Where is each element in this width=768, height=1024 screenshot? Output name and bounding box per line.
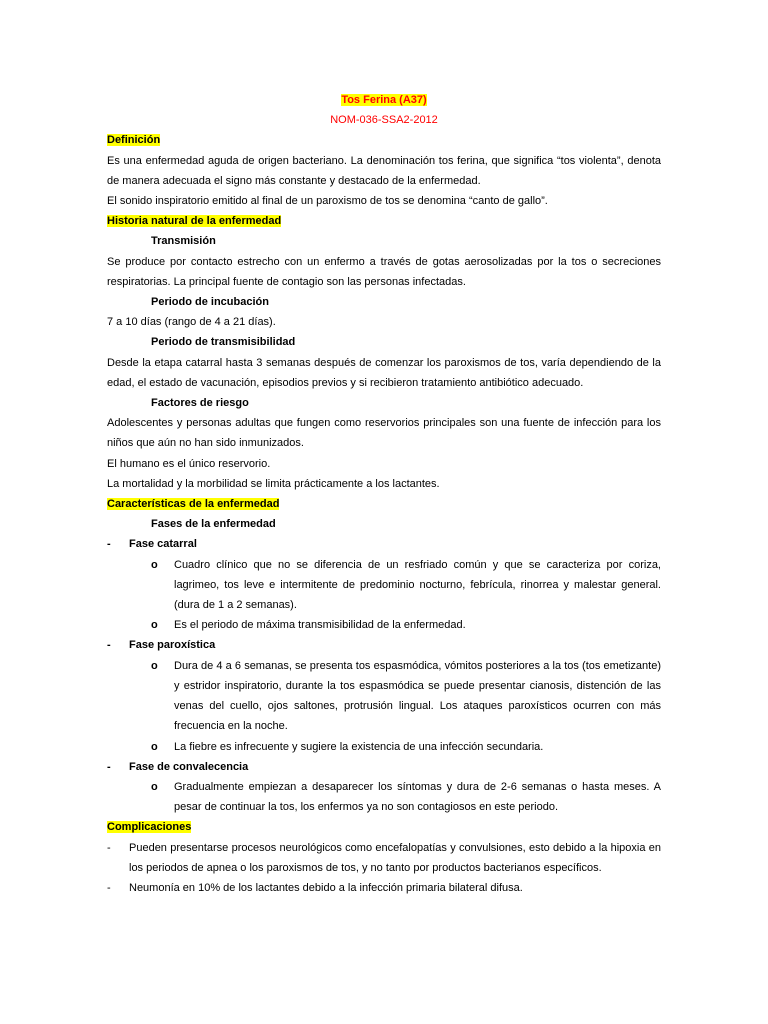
bullet-marker: o [151, 659, 158, 672]
list-item [107, 656, 661, 737]
dash-marker: - [107, 881, 111, 894]
dash-marker: - [107, 639, 111, 652]
bullet-marker: o [151, 619, 158, 632]
definicion-paragraph-1: Es una enfermedad aguda de origen bacteriano. La denominación tos ferina, que significa “tos violenta”, denota de manera adecuada el signo más constante y destacado de la enfermedad. [107, 154, 661, 187]
document-page [107, 90, 661, 898]
bullet-text: Cuadro clínico que no se diferencia de un resfriado común y que se caracteriza por coriza, lagrimeo, tos leve e intermitente de predominio nocturno, febrícula, rinorrea y malestar general. (dura de 1 a 2 semanas). [174, 558, 661, 612]
dash-marker: - [107, 538, 111, 551]
incubacion-paragraph: 7 a 10 días (rango de 4 a 21 días). [107, 316, 276, 329]
subheading-factores-riesgo: Factores de riesgo [151, 397, 249, 410]
phase-label: Fase paroxística [129, 639, 216, 652]
transmisibilidad-paragraph: Desde la etapa catarral hasta 3 semanas después de comenzar los paroxismos de tos, varía dependiendo de la edad, el estado de vacunación, episodios previos y si recibieron tratamiento antibiótico adecuado. [107, 356, 661, 389]
bullet-text: Gradualmente empiezan a desaparecer los síntomas y dura de 2-6 semanas o hasta meses. A pesar de continuar la tos, los enfermos ya no son contagiosos en este periodo. [174, 780, 661, 814]
subheading-transmisibilidad: Periodo de transmisibilidad [151, 336, 296, 349]
complication-text: Neumonía en 10% de los lactantes debido a la infección primaria bilateral difusa. [129, 881, 523, 894]
section-heading-caracteristicas: Características de la enfermedad [107, 498, 280, 511]
subheading-transmision: Transmisión [151, 235, 216, 248]
bullet-marker: o [151, 740, 158, 753]
bullet-marker: o [151, 558, 158, 571]
bullet-marker: o [151, 780, 158, 793]
transmision-paragraph: Se produce por contacto estrecho con un enfermo a través de gotas aerosolizadas por la tos o secreciones respiratorias. La principal fuente de contagio son las personas infectadas. [107, 255, 661, 288]
definicion-paragraph-2: El sonido inspiratorio emitido al final de un paroxismo de tos se denomina “canto de gallo”. [107, 195, 548, 208]
document-subtitle: NOM-036-SSA2-2012 [330, 114, 438, 127]
dash-marker: - [107, 841, 111, 854]
list-item [107, 555, 661, 616]
riesgo-paragraph-3: La mortalidad y la morbilidad se limita prácticamente a los lactantes. [107, 477, 440, 490]
section-heading-historia: Historia natural de la enfermedad [107, 215, 282, 228]
phase-convalecencia [107, 757, 661, 777]
phase-catarral [107, 534, 661, 554]
phase-paroxistica [107, 635, 661, 655]
phase-label: Fase catarral [129, 538, 197, 551]
subheading-fases: Fases de la enfermedad [151, 518, 276, 531]
complication-text: Pueden presentarse procesos neurológicos como encefalopatías y convulsiones, esto debido a la hipoxia en los periodos de apnea o los paroxismos de tos, y no tanto por productos bacterianos específicos. [129, 841, 661, 874]
subheading-incubacion: Periodo de incubación [151, 296, 269, 309]
bullet-text: Dura de 4 a 6 semanas, se presenta tos espasmódica, vómitos posteriores a la tos (tos emetizante) y estridor inspiratorio, durante la tos espasmódica se puede presentar cianosis, distención de las venas del cuello, ojos saltones, protrusión lingual. Los ataques paroxísticos ocurren con más frecuencia en la noche. [174, 659, 661, 733]
riesgo-paragraph-2: El humano es el único reservorio. [107, 457, 271, 470]
dash-marker: - [107, 760, 111, 773]
riesgo-paragraph-1: Adolescentes y personas adultas que fungen como reservorios principales son una fuente de infección para los niños que aún no han sido inmunizados. [107, 417, 661, 450]
section-heading-definicion: Definición [107, 134, 161, 147]
list-item [107, 615, 661, 635]
bullet-text: La fiebre es infrecuente y sugiere la existencia de una infección secundaria. [174, 740, 544, 753]
list-item [107, 737, 661, 757]
list-item [107, 838, 661, 878]
phase-label: Fase de convalecencia [129, 760, 249, 773]
title-line [107, 90, 661, 110]
list-item [107, 878, 661, 898]
section-heading-complicaciones: Complicaciones [107, 821, 192, 834]
bullet-text: Es el periodo de máxima transmisibilidad de la enfermedad. [174, 619, 466, 632]
subtitle-line [107, 110, 661, 130]
list-item [107, 777, 661, 817]
document-title: Tos Ferina (A37) [341, 94, 427, 106]
